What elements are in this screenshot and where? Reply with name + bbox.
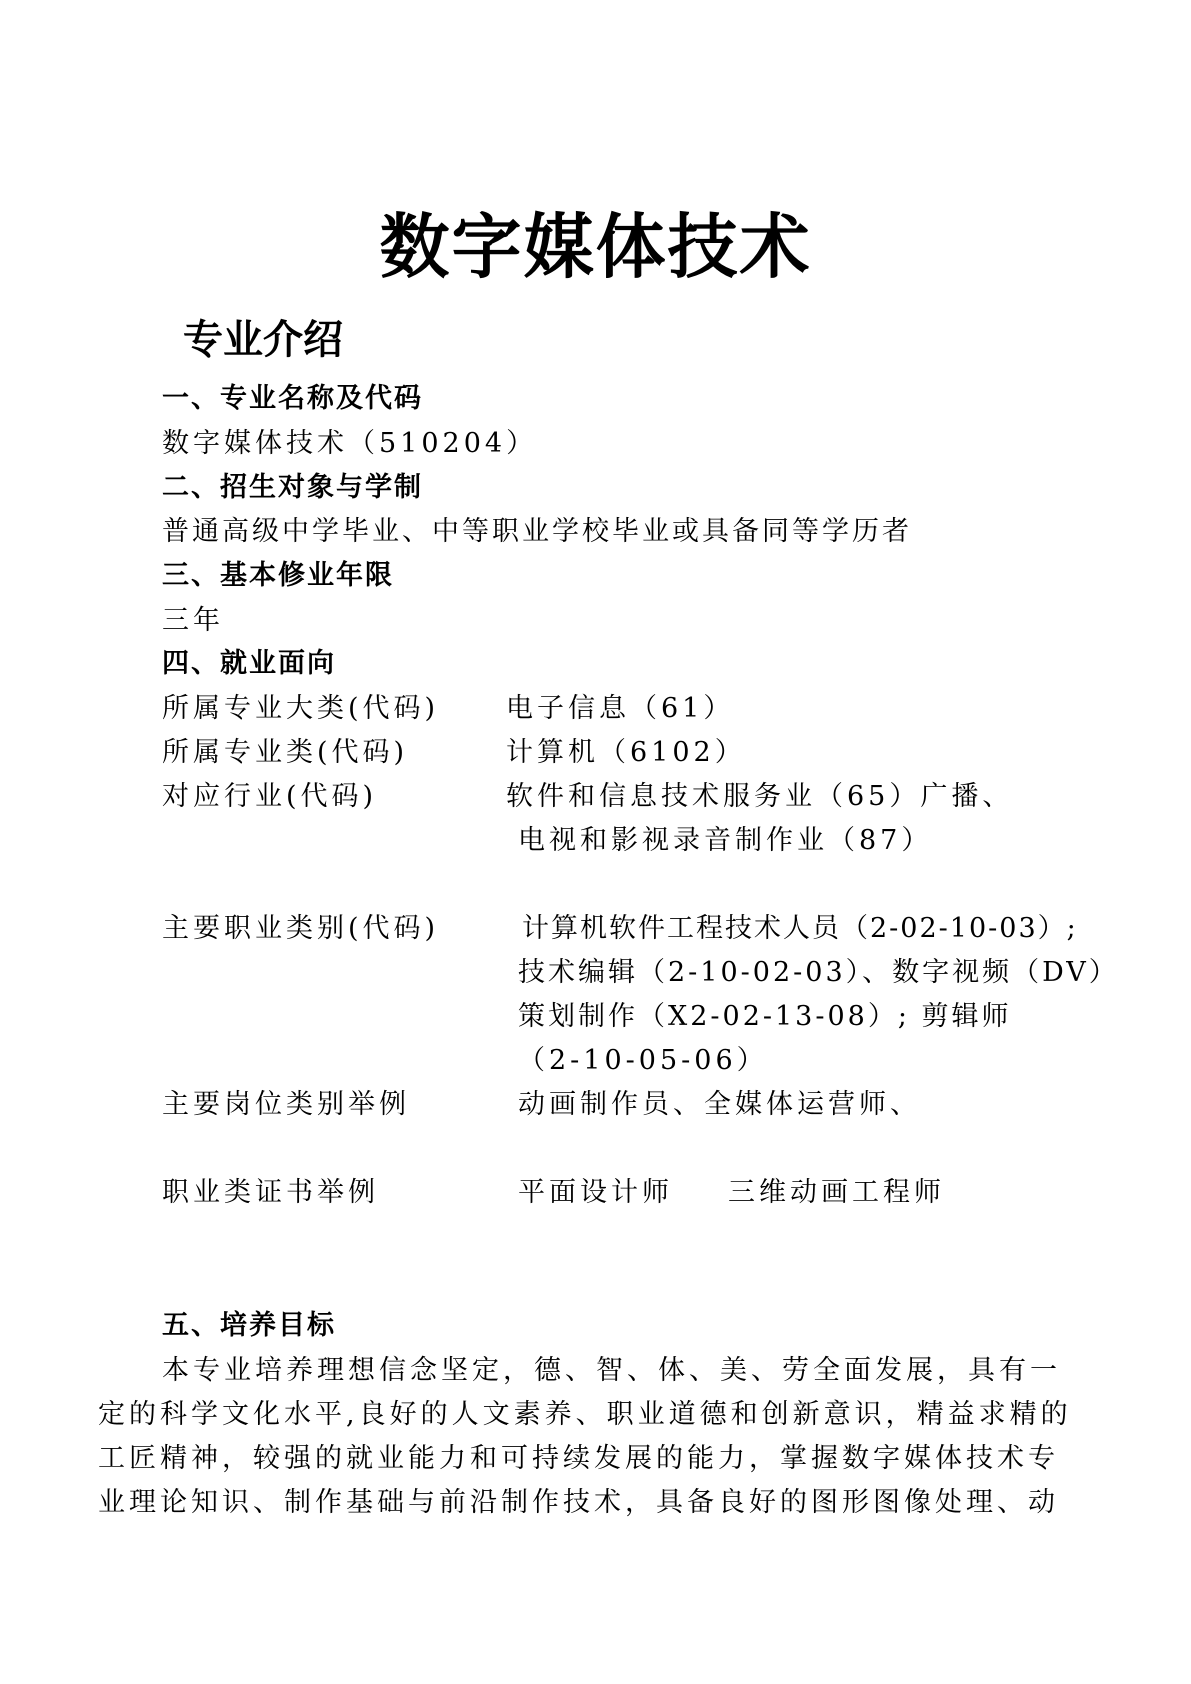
employment-label: 所属专业大类(代码) bbox=[162, 693, 440, 724]
employment-label: 主要职业类别(代码) bbox=[162, 913, 440, 944]
paragraph-line: 工匠精神，较强的就业能力和可持续发展的能力，掌握数字媒体技术专 bbox=[98, 1443, 1059, 1474]
heading-training-goals: 五、培养目标 bbox=[162, 1310, 336, 1341]
document-title: 数字媒体技术 bbox=[379, 206, 812, 288]
employment-label: 对应行业(代码) bbox=[162, 781, 378, 812]
employment-value: 动画制作员、全媒体运营师、 bbox=[518, 1089, 921, 1120]
paragraph-line: 业理论知识、制作基础与前沿制作技术，具备良好的图形图像处理、动 bbox=[98, 1487, 1059, 1518]
employment-value: （2-10-05-06） bbox=[518, 1045, 768, 1076]
heading-employment: 四、就业面向 bbox=[162, 648, 336, 679]
employment-label: 主要岗位类别举例 bbox=[162, 1089, 410, 1120]
employment-label: 职业类证书举例 bbox=[162, 1177, 379, 1208]
employment-value: 三维动画工程师 bbox=[728, 1177, 945, 1208]
employment-value: 技术编辑（2-10-02-03）、数字视频（DV） bbox=[518, 957, 1119, 988]
employment-value: 计算机（6102） bbox=[506, 737, 746, 768]
enrollment-value: 普通高级中学毕业、中等职业学校毕业或具备同等学历者 bbox=[162, 516, 912, 547]
major-name-value: 数字媒体技术（510204） bbox=[162, 428, 538, 459]
employment-value: 策划制作（X2-02-13-08）; 剪辑师 bbox=[518, 1001, 1012, 1032]
employment-value: 电视和影视录音制作业（87） bbox=[518, 825, 933, 856]
employment-value: 电子信息（61） bbox=[506, 693, 735, 724]
heading-duration: 三、基本修业年限 bbox=[162, 560, 394, 591]
heading-enrollment: 二、招生对象与学制 bbox=[162, 472, 423, 503]
employment-value: 软件和信息技术服务业（65）广播、 bbox=[506, 781, 1014, 812]
paragraph-line: 定的科学文化水平,良好的人文素养、职业道德和创新意识，精益求精的 bbox=[98, 1399, 1072, 1430]
duration-value: 三年 bbox=[162, 605, 224, 636]
paragraph-line: 本专业培养理想信念坚定，德、智、体、美、劳全面发展，具有一 bbox=[162, 1355, 1061, 1386]
employment-label: 所属专业类(代码) bbox=[162, 737, 409, 768]
heading-major-name: 一、专业名称及代码 bbox=[162, 383, 423, 414]
employment-value: 计算机软件工程技术人员（2-02-10-03）; bbox=[522, 913, 1078, 944]
section-title: 专业介绍 bbox=[183, 317, 343, 363]
employment-value: 平面设计师 bbox=[518, 1177, 673, 1208]
